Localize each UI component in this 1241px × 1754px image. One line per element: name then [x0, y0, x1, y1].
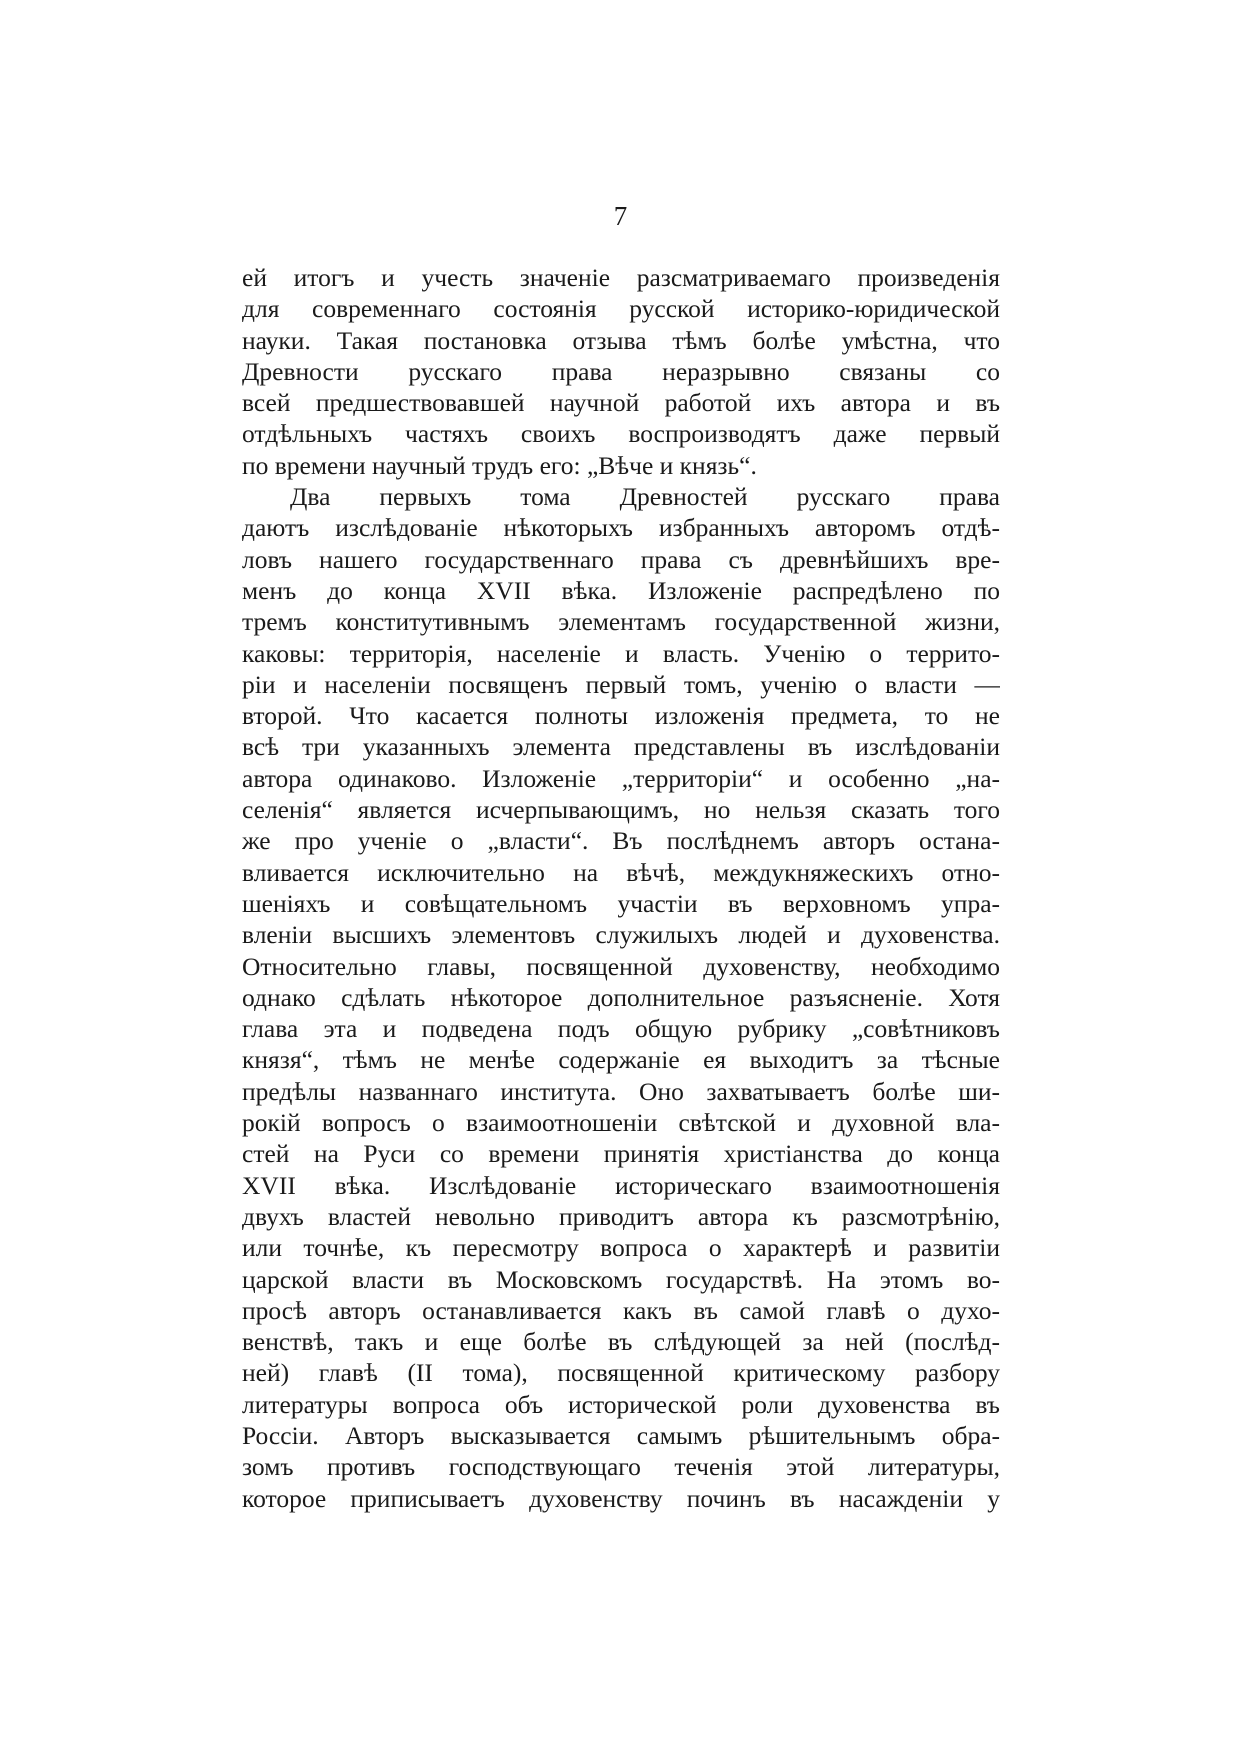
- text-line: просѣ авторъ останавливается какъ въ самой главѣ о духо-: [242, 1295, 1000, 1325]
- text-line: рокій вопросъ о взаимоотношеніи свѣтской и духовной вла-: [242, 1108, 1000, 1138]
- text-line: менъ до конца XVII вѣка. Изложеніе распредѣлено по: [242, 575, 1000, 605]
- body-text: [242, 262, 1000, 1514]
- text-line: глава эта и подведена подъ общую рубрику „совѣтниковъ: [242, 1014, 1000, 1044]
- text-line: Древности русскаго права неразрывно связаны со: [242, 356, 1000, 386]
- text-line: однако сдѣлать нѣкоторое дополнительное разъясненіе. Хотя: [242, 982, 1000, 1012]
- text-line: всей предшествовавшей научной работой ихъ автора и въ: [242, 388, 1000, 418]
- text-line: вливается исключительно на вѣчѣ, междукняжескихъ отно-: [242, 857, 1000, 887]
- text-line: даютъ изслѣдованіе нѣкоторыхъ избранныхъ авторомъ отдѣ-: [242, 513, 1000, 543]
- text-line: или точнѣе, къ пересмотру вопроса о характерѣ и развитіи: [242, 1233, 1000, 1263]
- text-line: двухъ властей невольно приводитъ автора къ разсмотрѣнію,: [242, 1201, 1000, 1231]
- text-line: Относительно главы, посвященной духовенству, необходимо: [242, 951, 1000, 981]
- text-line: стей на Руси со времени принятія христіанства до конца: [242, 1139, 1000, 1169]
- text-line: ней) главѣ (II тома), посвященной критическому разбору: [242, 1358, 1000, 1388]
- text-line: ловъ нашего государственнаго права съ древнѣйшихъ вре-: [242, 544, 1000, 574]
- text-line: шеніяхъ и совѣщательномъ участіи въ верховномъ упра-: [242, 888, 1000, 918]
- page-number: 7: [613, 201, 628, 231]
- text-line: предѣлы названнаго института. Оно захватываетъ болѣе ши-: [242, 1076, 1000, 1106]
- text-line: каковы: территорія, населеніе и власть. Ученію о террито-: [242, 638, 1000, 668]
- text-line: селенія“ является исчерпывающимъ, но нельзя сказать того: [242, 795, 1000, 825]
- text-line: автора одинаково. Изложеніе „территоріи“ и особенно „на-: [242, 763, 1000, 793]
- text-line: для современнаго состоянія русской историко-юридической: [242, 294, 1000, 324]
- text-line: князя“, тѣмъ не менѣе содержаніе ея выходитъ за тѣсные: [242, 1045, 1000, 1075]
- text-line: царской власти въ Московскомъ государствѣ. На этомъ во-: [242, 1264, 1000, 1294]
- text-line: венствѣ, такъ и еще болѣе въ слѣдующей за ней (послѣд-: [242, 1327, 1000, 1357]
- text-line: по времени научный трудъ его: „Вѣче и князь“.: [242, 450, 757, 480]
- text-line: тремъ конститутивнымъ элементамъ государственной жизни,: [242, 607, 1000, 637]
- text-line: ей итогъ и учесть значеніе разсматриваемаго произведенія: [242, 263, 1000, 292]
- text-line: второй. Что касается полноты изложенія предмета, то не: [242, 701, 1000, 731]
- text-line: Россіи. Авторъ высказывается самымъ рѣшительнымъ обра-: [242, 1420, 1000, 1450]
- text-line: же про ученіе о „власти“. Въ послѣднемъ авторъ остана-: [242, 826, 1000, 856]
- text-line: ріи и населеніи посвященъ первый томъ, ученію о власти —: [242, 669, 1000, 699]
- text-line: XVII вѣка. Изслѣдованіе историческаго взаимоотношенія: [242, 1170, 1000, 1200]
- text-line: Два первыхъ тома Древностей русскаго права: [290, 482, 1000, 512]
- text-line: которое приписываетъ духовенству починъ въ насажденіи у: [242, 1483, 1000, 1513]
- text-line: всѣ три указанныхъ элемента представлены въ изслѣдованіи: [242, 732, 1000, 762]
- text-line: отдѣльныхъ частяхъ своихъ воспроизводятъ даже первый: [242, 419, 1000, 449]
- text-line: науки. Такая постановка отзыва тѣмъ болѣе умѣстна, что: [242, 325, 1000, 355]
- text-line: зомъ противъ господствующаго теченія этой литературы,: [242, 1452, 1000, 1482]
- text-line: вленіи высшихъ элементовъ служилыхъ людей и духовенства.: [242, 920, 1000, 950]
- text-line: литературы вопроса объ исторической роли духовенства въ: [242, 1389, 1000, 1419]
